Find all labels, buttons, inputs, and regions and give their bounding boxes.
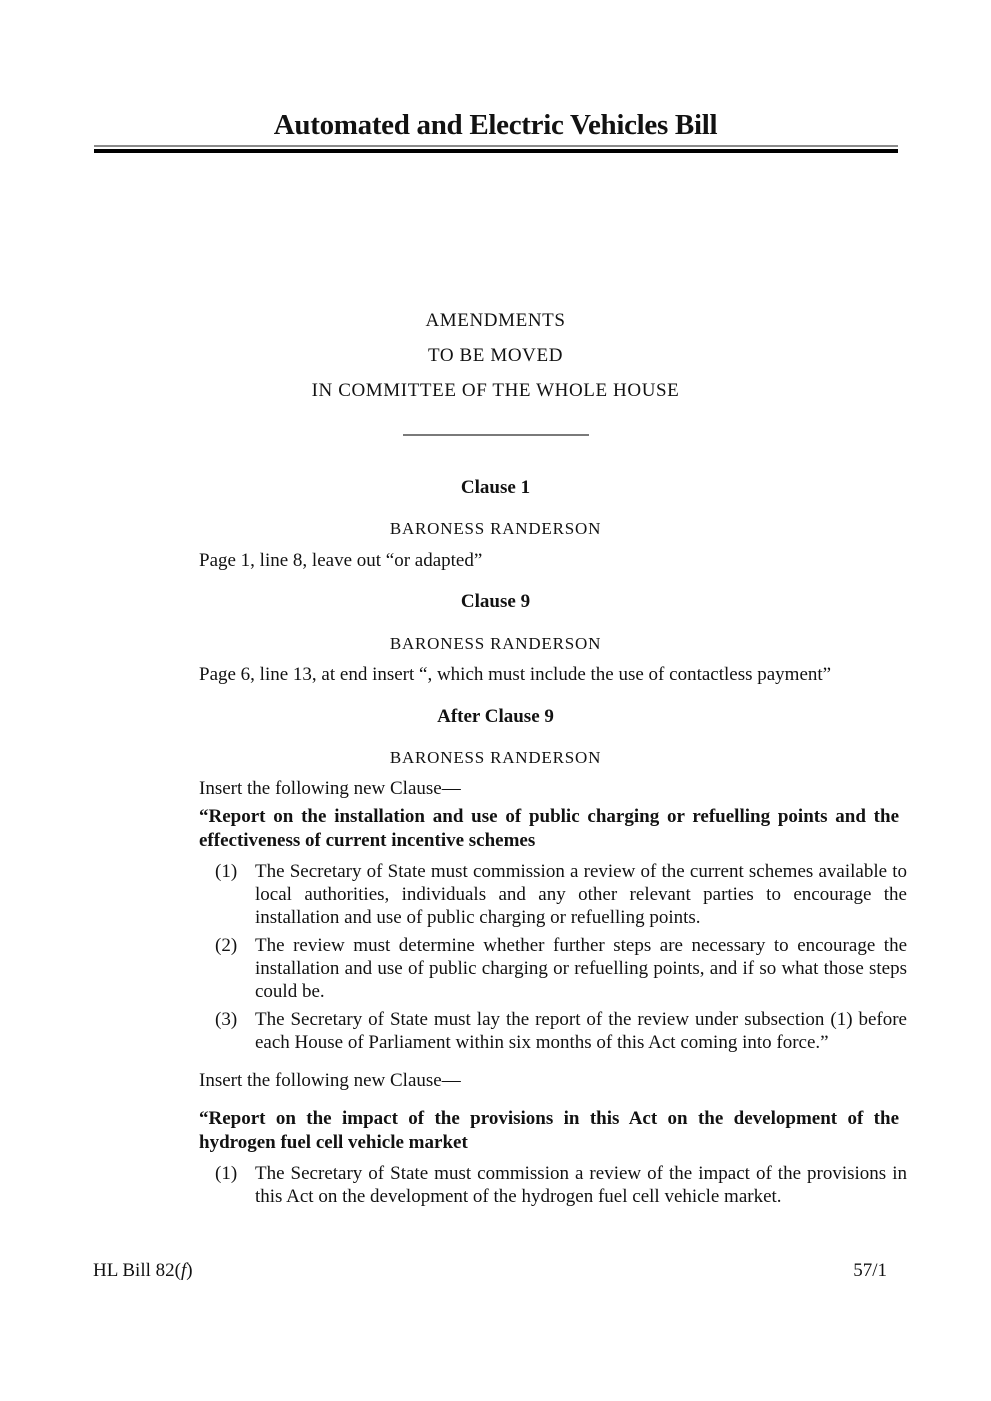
document-title: Automated and Electric Vehicles Bill [273, 109, 718, 141]
clause-1-amendment-text: Page 1, line 8, leave out “or adapted” [199, 550, 483, 571]
new-clause-instruction-2: Insert the following new Clause— [199, 1070, 461, 1091]
amendments-header-line-3: IN COMMITTEE OF THE WHOLE HOUSE [311, 380, 680, 401]
subsection-number: (3) [215, 1009, 238, 1030]
title-double-rule [94, 145, 898, 153]
divider-rule [403, 434, 589, 436]
subsection-text: The Secretary of State must lay the report of the review under subsection (1) before each House of Parliament within six months of this Act coming into force.” [255, 1009, 907, 1053]
clause-9-amendment-text: Page 6, line 13, at end insert “, which must include the use of contactless payment” [199, 664, 832, 685]
subsection [215, 860, 907, 929]
subsection-text: The review must determine whether further steps are necessary to encourage the installation and use of public charging or refuelling points, and if so what those steps could be. [255, 935, 907, 1002]
subsection [215, 1162, 907, 1208]
clause-9-mover: BARONESS RANDERSON [389, 634, 602, 653]
footer-bill-number [93, 1259, 193, 1283]
clause-1-mover: BARONESS RANDERSON [389, 519, 602, 538]
after-clause-9-mover: BARONESS RANDERSON [389, 748, 602, 767]
amendments-header-line-2: TO BE MOVED [427, 345, 564, 366]
new-clause-title-2: “Report on the impact of the provisions in this Act on the development of the hydrogen fuel cell vehicle market [199, 1108, 899, 1153]
footer-bill-number-prefix: HL Bill 82( [93, 1260, 181, 1281]
after-clause-9-heading: After Clause 9 [437, 706, 554, 727]
amendments-header-line-1: AMENDMENTS [425, 310, 566, 331]
amendments-header [0, 303, 991, 408]
footer-bill-number-italic: f [180, 1260, 187, 1281]
footer-bill-number-suffix: ) [186, 1260, 193, 1281]
subsection-text: The Secretary of State must commission a review of the current schemes available to local authorities, individuals and any other relevant parties to encourage the installation and use of public charging or refuelling points. [255, 861, 907, 928]
subsection-number: (1) [215, 861, 238, 882]
subsection-number: (1) [215, 1163, 238, 1184]
new-clause-instruction-1: Insert the following new Clause— [199, 778, 461, 799]
subsection-text: The Secretary of State must commission a review of the impact of the provisions in this Act on the development of the hydrogen fuel cell vehicle market. [255, 1163, 907, 1207]
subsection-number: (2) [215, 935, 238, 956]
footer-serial-number: 57/1 [853, 1260, 887, 1281]
subsection [215, 1008, 907, 1054]
new-clause-title-1: “Report on the installation and use of public charging or refuelling points and the effectiveness of current incentive schemes [199, 806, 899, 851]
clause-1-heading: Clause 1 [460, 477, 531, 498]
clause-9-heading: Clause 9 [460, 591, 531, 612]
subsection [215, 934, 907, 1003]
